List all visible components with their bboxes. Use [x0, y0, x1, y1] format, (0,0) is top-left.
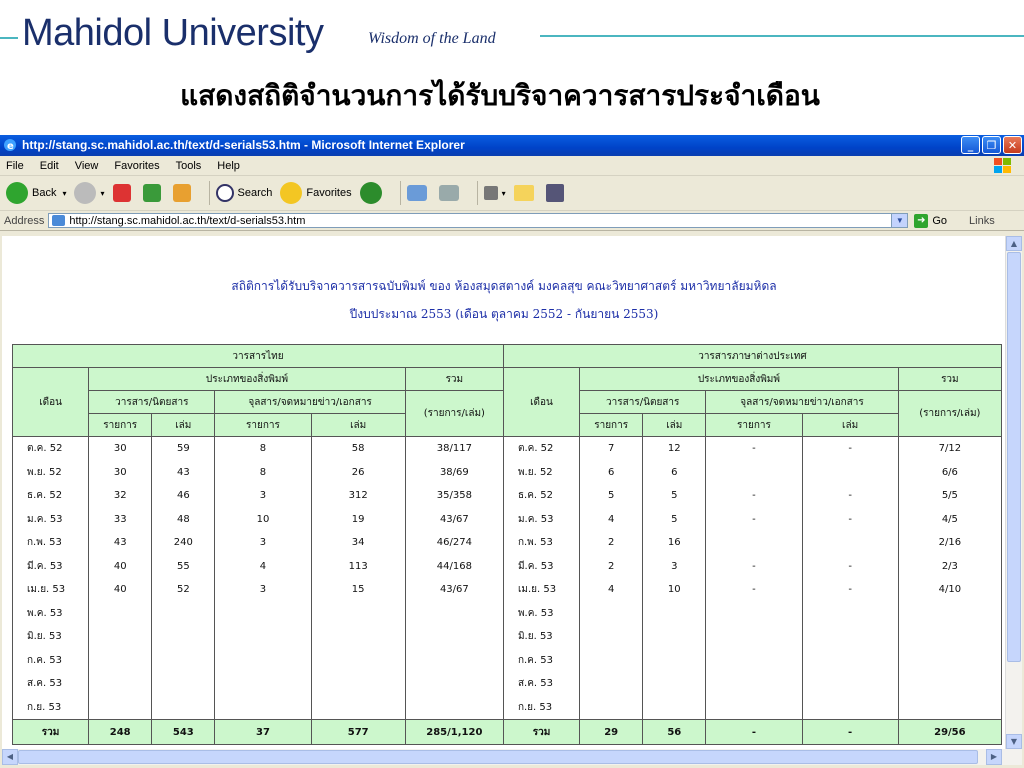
table-cell: 240	[152, 531, 215, 555]
table-cell	[215, 649, 311, 673]
month-cell: ส.ค. 53	[503, 672, 579, 696]
table-cell	[215, 625, 311, 649]
table-cell: 4	[580, 578, 643, 602]
total-cell: 248	[89, 720, 152, 745]
scroll-up-button[interactable]: ▲	[1006, 236, 1022, 251]
month-cell: ม.ค. 53	[13, 508, 89, 532]
scroll-right-button[interactable]: ▶	[986, 749, 1002, 765]
window-title: http://stang.sc.mahidol.ac.th/text/d-serials53.htm - Microsoft Internet Explorer	[22, 138, 465, 152]
table-cell: -	[802, 578, 898, 602]
table-cell: 4	[580, 508, 643, 532]
table-cell: 3	[643, 555, 706, 579]
table-cell: -	[802, 508, 898, 532]
menu-file[interactable]: File	[6, 159, 24, 172]
table-cell: 6/6	[898, 461, 1001, 485]
close-button[interactable]: ✕	[1003, 136, 1022, 154]
total-cell: -	[706, 720, 802, 745]
table-cell: 46/274	[405, 531, 503, 555]
table-cell: 10	[643, 578, 706, 602]
table-cell: -	[706, 484, 802, 508]
table-cell: 43/67	[405, 508, 503, 532]
month-cell: ต.ค. 52	[13, 437, 89, 461]
table-cell	[802, 625, 898, 649]
table-cell	[802, 461, 898, 485]
toolbar-separator	[477, 181, 478, 205]
table-cell	[802, 672, 898, 696]
table-cell	[706, 461, 802, 485]
table-row	[13, 508, 1002, 532]
table-cell: 55	[152, 555, 215, 579]
total-cell: 285/1,120	[405, 720, 503, 745]
table-cell	[152, 696, 215, 720]
print-button[interactable]	[439, 185, 463, 201]
table-cell: 5	[643, 484, 706, 508]
table-cell	[706, 649, 802, 673]
month-cell: พ.ค. 53	[503, 602, 579, 626]
total-row	[13, 720, 1002, 745]
university-name: Mahidol University	[22, 12, 324, 54]
total-cell: 577	[311, 720, 405, 745]
table-cell: 32	[89, 484, 152, 508]
table-cell	[89, 625, 152, 649]
total-label-cell: รวม	[13, 720, 89, 745]
table-cell: 7	[580, 437, 643, 461]
table-cell: 5	[580, 484, 643, 508]
month-header: เดือน	[503, 368, 579, 437]
table-cell: 5	[643, 508, 706, 532]
window-titlebar[interactable]	[0, 135, 1024, 156]
svg-text:e: e	[7, 141, 14, 152]
total-cell: -	[802, 720, 898, 745]
table-cell: 2/16	[898, 531, 1001, 555]
table-cell: 3	[215, 531, 311, 555]
table-cell: 43	[89, 531, 152, 555]
menu-view[interactable]: View	[74, 159, 99, 172]
table-cell	[152, 672, 215, 696]
table-cell: 4/10	[898, 578, 1001, 602]
table-cell: 48	[152, 508, 215, 532]
table-row	[13, 484, 1002, 508]
thai-journals-header: วารสารไทย	[13, 345, 504, 368]
history-button[interactable]	[360, 182, 386, 204]
table-cell	[898, 672, 1001, 696]
home-icon	[173, 184, 191, 202]
address-dropdown-icon[interactable]: ▼	[891, 214, 907, 227]
folder-icon	[514, 185, 534, 201]
table-cell: -	[706, 508, 802, 532]
table-cell	[311, 649, 405, 673]
address-value: http://stang.sc.mahidol.ac.th/text/d-serials53.htm	[69, 214, 306, 227]
table-cell	[311, 625, 405, 649]
table-cell	[898, 696, 1001, 720]
total-header: รวม	[405, 368, 503, 391]
back-arrow-icon	[6, 182, 28, 204]
table-cell	[643, 625, 706, 649]
volumes-header: เล่ม	[643, 414, 706, 437]
month-cell: ก.ค. 53	[503, 649, 579, 673]
scroll-left-button[interactable]: ◀	[2, 749, 18, 765]
table-cell	[89, 672, 152, 696]
table-cell	[802, 531, 898, 555]
table-row	[13, 602, 1002, 626]
university-motto: Wisdom of the Land	[368, 30, 496, 47]
table-cell	[405, 672, 503, 696]
table-cell: 40	[89, 578, 152, 602]
table-cell	[706, 602, 802, 626]
scroll-down-button[interactable]: ▼	[1006, 734, 1022, 749]
table-cell: 113	[311, 555, 405, 579]
month-cell: ต.ค. 52	[503, 437, 579, 461]
table-cell: 33	[89, 508, 152, 532]
journals-magazines-header: วารสาร/นิตยสาร	[89, 391, 215, 414]
table-cell	[311, 602, 405, 626]
table-cell: 4	[215, 555, 311, 579]
table-cell	[89, 649, 152, 673]
stop-icon	[113, 184, 131, 202]
table-cell	[643, 649, 706, 673]
table-cell: 16	[643, 531, 706, 555]
table-cell	[580, 602, 643, 626]
minimize-button[interactable]: _	[961, 136, 980, 154]
table-row	[13, 555, 1002, 579]
document-heading-line2: ปีงบประมาณ 2553 (เดือน ตุลาคม 2552 - กันยายน 2553)	[349, 307, 659, 321]
total-cell: 56	[643, 720, 706, 745]
table-cell: -	[706, 555, 802, 579]
month-cell: ส.ค. 53	[13, 672, 89, 696]
page-content	[2, 236, 1006, 749]
table-cell: 52	[152, 578, 215, 602]
table-row	[13, 578, 1002, 602]
ie-logo-icon	[3, 138, 17, 152]
document-heading	[2, 272, 1006, 328]
items-header: รายการ	[89, 414, 152, 437]
table-cell: 12	[643, 437, 706, 461]
page-icon	[52, 215, 65, 226]
journals-magazines-header: วารสาร/นิตยสาร	[580, 391, 706, 414]
items-header: รายการ	[706, 414, 802, 437]
table-row	[13, 437, 1002, 461]
menu-tools[interactable]: Tools	[175, 159, 202, 172]
table-cell	[405, 649, 503, 673]
printer-icon	[439, 185, 459, 201]
table-cell: 5/5	[898, 484, 1001, 508]
windows-logo-icon	[992, 157, 1014, 174]
table-cell	[405, 602, 503, 626]
messenger-button[interactable]	[546, 184, 568, 202]
total-items-volumes-header: (รายการ/เล่ม)	[898, 391, 1001, 437]
table-cell	[580, 696, 643, 720]
table-cell	[215, 602, 311, 626]
refresh-icon	[143, 184, 161, 202]
table-cell	[706, 696, 802, 720]
table-cell: -	[706, 578, 802, 602]
month-cell: มี.ค. 53	[503, 555, 579, 579]
mail-button[interactable]	[407, 185, 431, 201]
table-cell: 2	[580, 531, 643, 555]
table-cell: 43/67	[405, 578, 503, 602]
history-icon	[360, 182, 382, 204]
address-input[interactable]	[48, 213, 908, 228]
slide-title: แสดงสถิติจำนวนการได้รับบริจาควารสารประจำเดือน	[180, 79, 820, 112]
table-cell: 19	[311, 508, 405, 532]
forward-arrow-icon	[74, 182, 96, 204]
table-cell	[152, 625, 215, 649]
table-cell: 8	[215, 437, 311, 461]
month-cell: ม.ค. 53	[503, 508, 579, 532]
table-cell	[643, 672, 706, 696]
table-cell	[405, 696, 503, 720]
month-cell: ก.พ. 53	[13, 531, 89, 555]
table-cell: -	[706, 437, 802, 461]
table-cell: 3	[215, 484, 311, 508]
table-cell: 3	[215, 578, 311, 602]
forward-button[interactable]: ▾	[74, 182, 104, 204]
table-cell	[802, 696, 898, 720]
table-cell: 46	[152, 484, 215, 508]
table-cell	[898, 602, 1001, 626]
horizontal-scrollbar[interactable]	[2, 749, 1022, 765]
month-cell: มิ.ย. 53	[503, 625, 579, 649]
browser-window	[0, 135, 1024, 768]
publication-type-header: ประเภทของสิ่งพิมพ์	[89, 368, 406, 391]
document-heading-line1: สถิติการได้รับบริจาควารสารฉบับพิมพ์ ของ ห้องสมุดสตางค์ มงคลสุข คณะวิทยาศาสตร์ มหาวิทยาลัยมหิดล	[231, 279, 777, 293]
toolbar	[0, 176, 1024, 211]
total-cell: 29/56	[898, 720, 1001, 745]
table-cell	[152, 649, 215, 673]
volumes-header: เล่ม	[152, 414, 215, 437]
table-cell: 2	[580, 555, 643, 579]
menu-favorites[interactable]: Favorites	[114, 159, 160, 172]
table-cell: 6	[643, 461, 706, 485]
folder-button[interactable]	[514, 185, 538, 201]
table-cell: 34	[311, 531, 405, 555]
vertical-scrollbar[interactable]	[1005, 236, 1022, 749]
toolbar-separator	[400, 181, 401, 205]
maximize-button[interactable]: ❐	[982, 136, 1001, 154]
donation-statistics-table	[12, 344, 1002, 745]
table-cell	[89, 602, 152, 626]
total-label-cell: รวม	[503, 720, 579, 745]
month-cell: ก.พ. 53	[503, 531, 579, 555]
items-header: รายการ	[215, 414, 311, 437]
table-cell	[311, 672, 405, 696]
horizontal-scroll-thumb[interactable]	[18, 750, 978, 764]
search-button[interactable]: Search	[216, 184, 273, 202]
total-header: รวม	[898, 368, 1001, 391]
table-cell: 10	[215, 508, 311, 532]
table-row	[13, 531, 1002, 555]
back-button[interactable]: Back ▾	[6, 182, 66, 204]
table-cell	[580, 625, 643, 649]
header-rule-left	[0, 37, 18, 39]
month-cell: ธ.ค. 52	[13, 484, 89, 508]
table-cell: 312	[311, 484, 405, 508]
address-bar	[0, 211, 1024, 231]
messenger-icon	[546, 184, 564, 202]
month-cell: เม.ย. 53	[13, 578, 89, 602]
publication-type-header: ประเภทของสิ่งพิมพ์	[580, 368, 899, 391]
menu-bar	[0, 156, 1024, 176]
month-header: เดือน	[13, 368, 89, 437]
go-arrow-icon: ➜	[914, 214, 928, 228]
volumes-header: เล่ม	[311, 414, 405, 437]
volumes-header: เล่ม	[802, 414, 898, 437]
table-cell	[643, 602, 706, 626]
table-cell: 44/168	[405, 555, 503, 579]
table-row	[13, 696, 1002, 720]
edit-icon	[484, 186, 498, 200]
table-cell: 7/12	[898, 437, 1001, 461]
favorites-button[interactable]: Favorites	[280, 182, 351, 204]
table-cell	[706, 625, 802, 649]
table-cell	[643, 696, 706, 720]
go-button[interactable]: ➜ Go	[914, 214, 947, 228]
vertical-scroll-thumb[interactable]	[1007, 252, 1021, 662]
table-cell: 15	[311, 578, 405, 602]
table-cell	[152, 602, 215, 626]
table-cell	[898, 649, 1001, 673]
table-cell: 6	[580, 461, 643, 485]
month-cell: พ.ย. 52	[503, 461, 579, 485]
table-cell	[706, 672, 802, 696]
table-cell	[405, 625, 503, 649]
address-label: Address	[4, 214, 45, 227]
total-items-volumes-header: (รายการ/เล่ม)	[405, 391, 503, 437]
table-row	[13, 625, 1002, 649]
table-cell	[311, 696, 405, 720]
table-row	[13, 672, 1002, 696]
table-cell: 38/117	[405, 437, 503, 461]
table-cell	[215, 696, 311, 720]
menu-help[interactable]: Help	[217, 159, 240, 172]
total-cell: 37	[215, 720, 311, 745]
foreign-journals-header: วารสารภาษาต่างประเทศ	[503, 345, 1001, 368]
table-cell: 43	[152, 461, 215, 485]
edit-button[interactable]: ▾	[484, 186, 506, 200]
table-cell: 30	[89, 461, 152, 485]
table-row	[13, 649, 1002, 673]
table-cell	[215, 672, 311, 696]
table-cell	[580, 649, 643, 673]
table-cell	[706, 531, 802, 555]
month-cell: ธ.ค. 52	[503, 484, 579, 508]
table-cell: 40	[89, 555, 152, 579]
star-icon	[280, 182, 302, 204]
toolbar-separator	[209, 181, 210, 205]
mail-icon	[407, 185, 427, 201]
table-cell: -	[802, 437, 898, 461]
table-cell: 2/3	[898, 555, 1001, 579]
stop-button[interactable]	[113, 184, 135, 202]
table-cell	[802, 602, 898, 626]
month-cell: มิ.ย. 53	[13, 625, 89, 649]
table-cell	[802, 649, 898, 673]
month-cell: เม.ย. 53	[503, 578, 579, 602]
search-icon	[216, 184, 234, 202]
refresh-button[interactable]	[143, 184, 165, 202]
month-cell: ก.ย. 53	[13, 696, 89, 720]
table-cell	[89, 696, 152, 720]
table-cell: 38/69	[405, 461, 503, 485]
items-header: รายการ	[580, 414, 643, 437]
table-cell: -	[802, 555, 898, 579]
total-cell: 29	[580, 720, 643, 745]
month-cell: พ.ย. 52	[13, 461, 89, 485]
bulletins-documents-header: จุลสาร/จดหมายข่าว/เอกสาร	[706, 391, 898, 414]
menu-edit[interactable]: Edit	[39, 159, 59, 172]
table-cell: 26	[311, 461, 405, 485]
table-cell	[580, 672, 643, 696]
month-cell: ก.ย. 53	[503, 696, 579, 720]
table-cell	[898, 625, 1001, 649]
home-button[interactable]	[173, 184, 195, 202]
slide-header	[0, 0, 1024, 62]
month-cell: มี.ค. 53	[13, 555, 89, 579]
table-cell: 8	[215, 461, 311, 485]
table-cell: 59	[152, 437, 215, 461]
total-cell: 543	[152, 720, 215, 745]
table-cell: 30	[89, 437, 152, 461]
links-button[interactable]: Links	[969, 214, 995, 227]
month-cell: ก.ค. 53	[13, 649, 89, 673]
header-rule-right	[540, 35, 1024, 37]
table-cell: 58	[311, 437, 405, 461]
table-row	[13, 461, 1002, 485]
table-cell: 4/5	[898, 508, 1001, 532]
month-cell: พ.ค. 53	[13, 602, 89, 626]
table-cell: 35/358	[405, 484, 503, 508]
bulletins-documents-header: จุลสาร/จดหมายข่าว/เอกสาร	[215, 391, 405, 414]
table-body	[13, 437, 1002, 720]
table-cell: -	[802, 484, 898, 508]
